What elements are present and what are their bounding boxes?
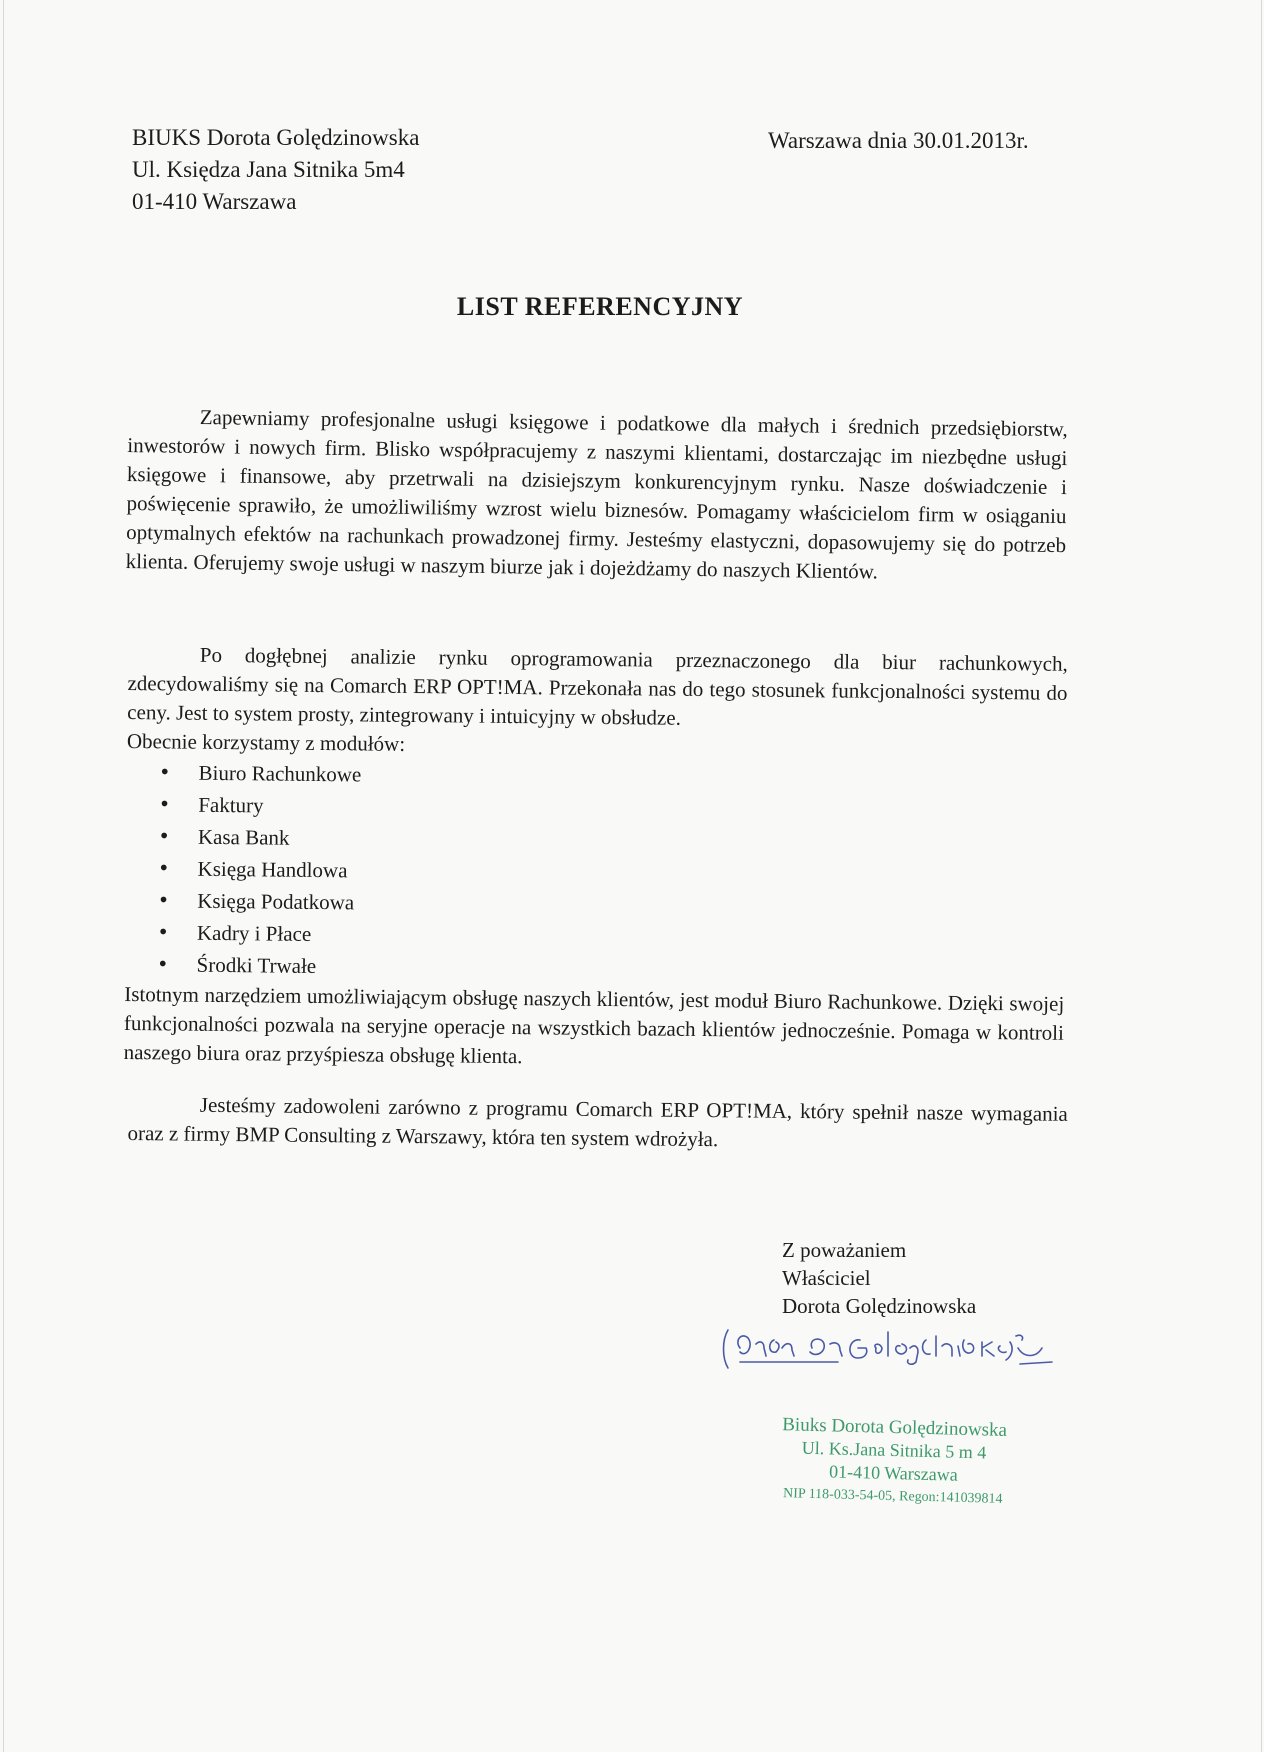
module-item: • Środki Trwałe	[124, 948, 1064, 990]
letter-title: LIST REFERENCYJNY	[456, 292, 744, 321]
closing-role: Właściciel	[782, 1266, 871, 1290]
modules-intro: Obecnie korzystamy z modułów:	[126, 728, 406, 756]
module-item: • Księga Handlowa	[125, 852, 1065, 894]
stamp-name: Biuks Dorota Golędzinowska	[782, 1414, 1008, 1441]
module-item: • Faktury	[126, 788, 1066, 830]
letter-date: Warszawa dnia 30.01.2013r.	[768, 128, 1029, 153]
closing-block	[782, 1236, 976, 1320]
sender-name: BIUKS Dorota Golędzinowska	[132, 125, 420, 150]
sender-city: 01-410 Warszawa	[132, 189, 297, 214]
module-item: • Kadry i Płace	[125, 916, 1065, 958]
scan-edge-right	[1261, 0, 1262, 1752]
paragraph-1: Zapewniamy profesjonalne usługi księgowe i podatkowe dla małych i średnich przedsiębiorstw, inwestorów i nowych firm. Blisko współpracujemy z naszymi klientami, dostarczając im niezbędne usługi księgowe i finansowe, aby przetrwali na dzisiejszym konkurencyjnym rynku. Nasze doświadczenie i poświęcenie sprawiło, że umożliwiliśmy wzrost wielu biznesów. Pomagamy właścicielom firm w osiąganiu optymalnych efektów na rachunkach prowadzonej firmy. Jesteśmy elastyczni, dopasowujemy się do potrzeb klienta. Oferujemy swoje usługi w naszym biurze jak i dojeżdżamy do naszych Klientów.	[125, 405, 1068, 584]
module-item: • Biuro Rachunkowe	[126, 756, 1066, 798]
company-stamp	[738, 1412, 1050, 1512]
closing-greeting: Z poważaniem	[782, 1238, 907, 1262]
closing-name: Dorota Golędzinowska	[782, 1294, 977, 1318]
stamp-city: 01-410 Warszawa	[828, 1461, 959, 1485]
module-item: • Kasa Bank	[126, 820, 1066, 862]
stamp-nip-regon: NIP 118-033-54-05, Regon:141039814	[782, 1486, 1003, 1507]
paragraph-intro	[126, 402, 1068, 589]
sender-street: Ul. Księdza Jana Sitnika 5m4	[132, 157, 405, 182]
stamp-street: Ul. Ks.Jana Sitnika 5 m 4	[801, 1437, 987, 1463]
sender-address	[132, 122, 419, 218]
scan-edge-left	[3, 0, 4, 1752]
handwritten-signature	[720, 1318, 1060, 1398]
module-item: • Księga Podatkowa	[125, 884, 1065, 926]
paragraph-4: Jesteśmy zadowoleni zarówno z programu Comarch ERP OPT!MA, który spełnił nasze wymagania oraz z firmy BMP Consulting z Warszawy, która ten system wdrożyła.	[127, 1092, 1068, 1152]
paragraph-software	[124, 640, 1068, 1077]
paragraph-3: Istotnym narzędziem umożliwiającym obsługę naszych klientów, jest moduł Biuro Rachunkowe. Dzięki swojej funkcjonalności pozwala na seryjne operacje na wszystkich bazach klientów jednocześnie. Pomaga w kontroli naszego biura oraz przyśpiesza obsługę klienta.	[123, 981, 1065, 1069]
paragraph-2: Po dogłębnej analizie rynku oprogramowania przeznaczonego dla biur rachunkowych, zdecydowaliśmy się na Comarch ERP OPT!MA. Przekonała nas do tego stosunek funkcjonalności systemu do ceny. Jest to system prosty, zintegrowany i intuicyjny w obsłudze.	[127, 642, 1068, 730]
modules-list	[124, 756, 1066, 990]
paragraph-summary	[127, 1090, 1068, 1158]
